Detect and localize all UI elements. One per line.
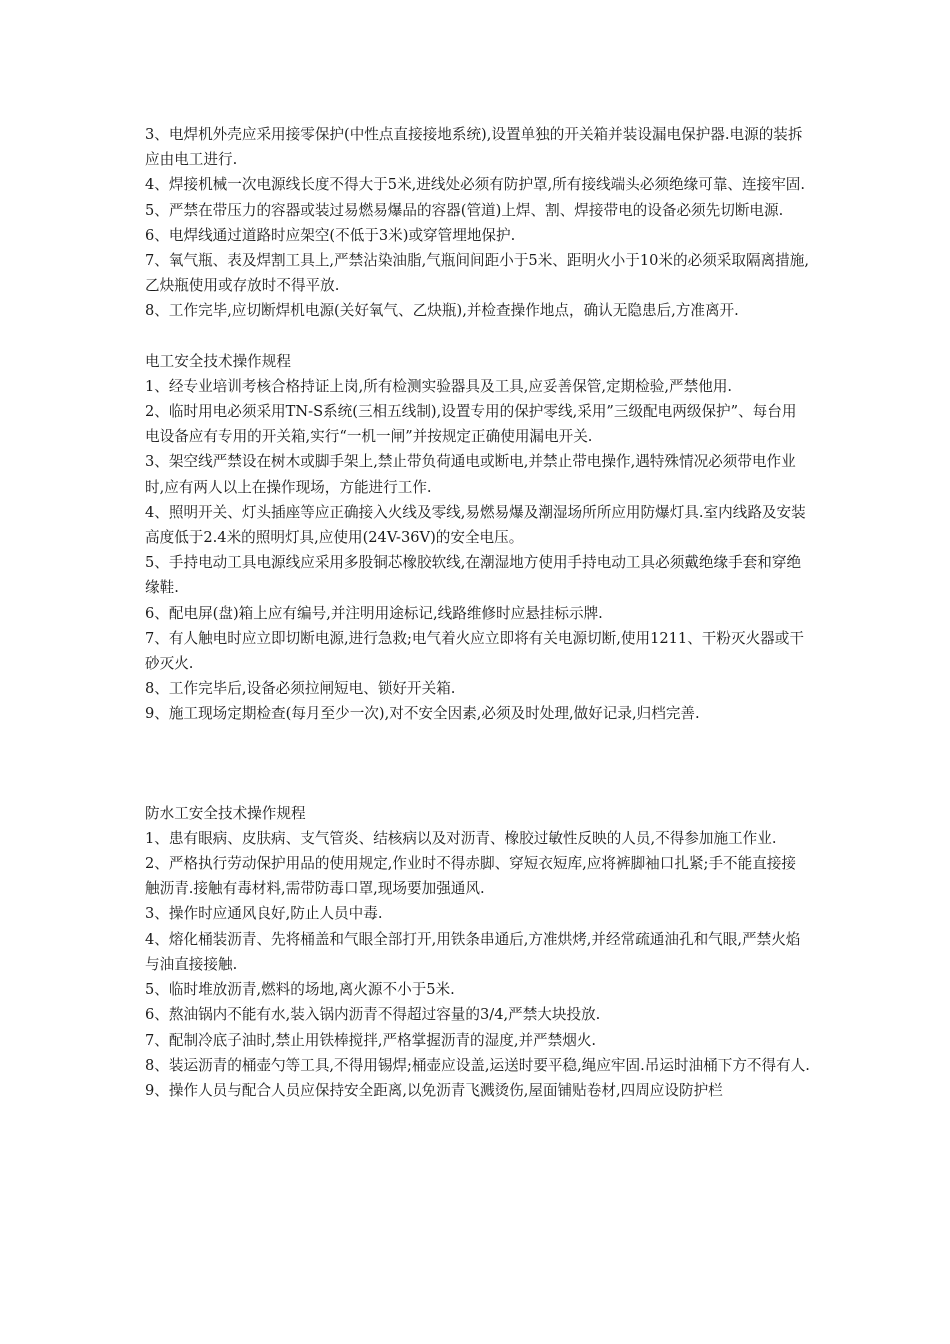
waterproof-item: 6、熬油锅内不能有水,装入锅内沥青不得超过容量的3/4,严禁大块投放. — [145, 1006, 601, 1024]
electrician-section — [145, 349, 810, 727]
welding-item: 5、严禁在带压力的容器或装过易燃易爆品的容器(管道)上焊、割、焊接带电的设备必须先切断电源. — [145, 201, 784, 219]
electrician-section-title: 电工安全技术操作规程 — [145, 352, 291, 370]
document-body — [145, 122, 810, 1103]
waterproof-item: 7、配制冷底子油时,禁止用铁棒搅拌,严格掌握沥青的湿度,并严禁烟火. — [145, 1031, 597, 1049]
waterproof-item: 2、严格执行劳动保护用品的使用规定,作业时不得赤脚、穿短衣短库,应将裤脚袖口扎紧;手不能直接接触沥青.接触有毒材料,需带防毒口罩,现场要加强通风. — [145, 855, 797, 898]
waterproof-item: 8、装运沥青的桶壶勺等工具,不得用锡焊;桶壶应设盖,运送时要平稳,绳应牢固.吊运时油桶下方不得有人. — [145, 1056, 810, 1074]
section-spacer — [145, 727, 810, 801]
section-spacer — [145, 324, 810, 349]
waterproof-section-title: 防水工安全技术操作规程 — [145, 804, 306, 822]
welding-item: 3、电焊机外壳应采用接零保护(中性点直接接地系统),设置单独的开关箱并装设漏电保护器.电源的装拆应由电工进行. — [145, 126, 803, 169]
electrician-item: 1、经专业培训考核合格持证上岗,所有检测实验器具及工具,应妥善保管,定期检验,严禁他用. — [145, 377, 733, 395]
waterproof-item: 3、操作时应通风良好,防止人员中毒. — [145, 905, 383, 923]
waterproof-section — [145, 801, 810, 1103]
electrician-item: 5、手持电动工具电源线应采用多股铜芯橡胶软线,在潮湿地方使用手持电动工具必须戴绝缘手套和穿绝缘鞋. — [145, 554, 802, 597]
waterproof-item: 9、操作人员与配合人员应保持安全距离,以免沥青飞溅烫伤,屋面铺贴卷材,四周应设防护栏 — [145, 1081, 723, 1099]
waterproof-item: 4、熔化桶装沥青、先将桶盖和气眼全部打开,用铁条串通后,方准烘烤,并经常疏通油孔和气眼,严禁火焰与油直接接触. — [145, 930, 801, 973]
electrician-item: 6、配电屏(盘)箱上应有编号,并注明用途标记,线路维修时应悬挂标示牌. — [145, 604, 603, 622]
electrician-item: 7、有人触电时应立即切断电源,进行急救;电气着火应立即将有关电源切断,使用1211、干粉灭火器或干砂灭火. — [145, 629, 804, 673]
electrician-item: 9、施工现场定期检查(每月至少一次),对不安全因素,必须及时处理,做好记录,归档完善. — [145, 705, 700, 723]
welding-section — [145, 122, 810, 324]
electrician-item: 4、照明开关、灯头插座等应正确接入火线及零线,易燃易爆及潮湿场所所应用防爆灯具.室内线路及安装高度低于2.4米的照明灯具,应使用(24V-36V)的安全电压。 — [145, 503, 806, 547]
waterproof-item: 5、临时堆放沥青,燃料的场地,离火源不小于5米. — [145, 981, 455, 999]
electrician-item: 8、工作完毕后,设备必须拉闸短电、锁好开关箱. — [145, 680, 456, 698]
waterproof-item: 1、患有眼病、皮肤病、支气管炎、结核病以及对沥青、橡胶过敏性反映的人员,不得参加施工作业. — [145, 829, 777, 847]
welding-item: 6、电焊线通过道路时应架空(不低于3米)或穿管埋地保护. — [145, 226, 516, 244]
welding-item: 4、焊接机械一次电源线长度不得大于5米,进线处必须有防护罩,所有接线端头必须绝缘可靠、连接牢固. — [145, 176, 806, 194]
electrician-item: 3、架空线严禁设在树木或脚手架上,禁止带负荷通电或断电,并禁止带电操作,遇特殊情况必须带电作业时,应有两人以上在操作现场，方能进行工作. — [145, 453, 796, 496]
welding-item: 8、工作完毕,应切断焊机电源(关好氧气、乙炔瓶),并检查操作地点，确认无隐患后,方准离开. — [145, 302, 739, 320]
welding-item: 7、氧气瓶、表及焊割工具上,严禁沾染油脂,气瓶间间距小于5米、距明火小于10米的必须采取隔离措施,乙炔瓶使用或存放时不得平放. — [145, 252, 809, 295]
electrician-item: 2、临时用电必须采用TN-S系统(三相五线制),设置专用的保护零线,采用”三级配电两级保护”、每台用电设备应有专用的开关箱,实行“一机一闸”并按规定正确使用漏电开关. — [145, 403, 797, 446]
